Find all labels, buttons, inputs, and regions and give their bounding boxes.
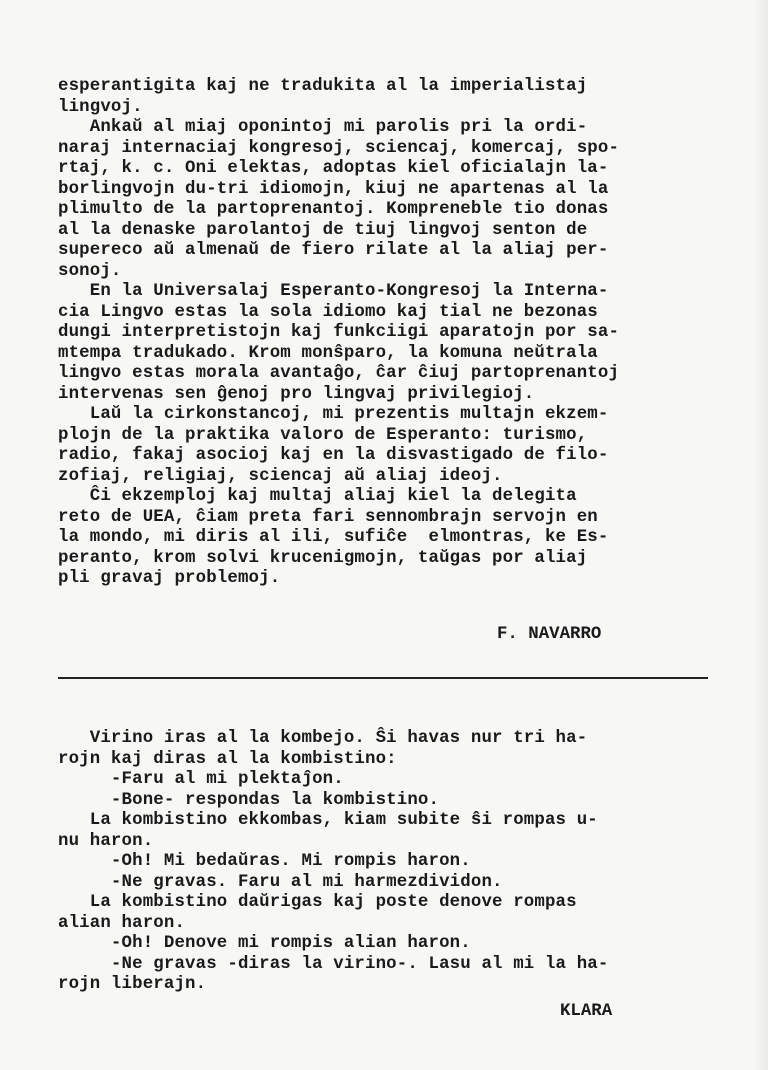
text-line: sonoj. xyxy=(58,261,122,281)
text-line: la mondo, mi diris al ili, sufiĉe elmontras, ke Es- xyxy=(58,528,609,547)
text-line: Ĉi ekzemploj kaj multaj aliaj kiel la delegita xyxy=(58,487,577,506)
text-line: Ankaŭ al miaj oponintoj mi parolis pri la ordi- xyxy=(58,118,588,137)
text-line: dungi interpretistojn kaj funkciigi aparatojn por sa- xyxy=(58,323,620,342)
text-line: lingvoj. xyxy=(58,97,143,117)
text-line: -Faru al mi plektaĵon. xyxy=(58,770,344,789)
text-line: intervenas sen ĝenoj pro lingvaj privilegioj. xyxy=(58,384,535,404)
text-line: La kombistino daŭrigas kaj poste denove rompas xyxy=(58,893,577,912)
text-line: reto de UEA, ĉiam preta fari sennombrajn servojn en xyxy=(58,507,598,527)
text-line: borlingvojn du-tri idiomojn, kiuj ne apartenas al la xyxy=(58,179,609,199)
text-line: zofiaj, religiaj, sciencaj aŭ aliaj ideoj. xyxy=(58,466,503,486)
text-line: Virino iras al la kombejo. Ŝi havas nur tri ha- xyxy=(58,729,588,748)
text-line: rojn liberajn. xyxy=(58,975,207,994)
text-line: -Ne gravas -diras la virino-. Lasu al mi la ha- xyxy=(58,954,609,974)
text-line: peranto, krom solvi krucenigmojn, taŭgas por aliaj xyxy=(58,548,588,568)
text-line: pli gravaj problemoj. xyxy=(58,569,281,588)
scan-shadow xyxy=(754,0,768,1070)
text-line: alian haron. xyxy=(58,913,186,933)
text-line: -Bone- respondas la kombistino. xyxy=(58,790,440,810)
text-line: Laŭ la cirkonstancoj, mi prezentis multajn ekzem- xyxy=(58,405,609,424)
text-line: rtaj, k. c. Oni elektas, adoptas kiel oficialajn la- xyxy=(58,159,609,178)
text-line: -Oh! Denove mi rompis alian haron. xyxy=(58,934,471,953)
text-line: plimulto de la partoprenantoj. Kompreneble tio donas xyxy=(58,200,609,219)
story-body xyxy=(58,729,748,996)
text-line: naraj internaciaj kongresoj, sciencaj, komercaj, spo- xyxy=(58,138,620,158)
story-signature: KLARA xyxy=(560,1002,613,1021)
text-line: mtempa tradukado. Krom monŝparo, la komuna neŭtrala xyxy=(58,343,598,363)
text-line: lingvo estas morala avantaĝo, ĉar ĉiuj partoprenantoj xyxy=(58,364,620,383)
text-line: esperantigita kaj ne tradukita al la imperialistaj xyxy=(58,77,588,96)
text-line: al la denaske parolantoj de tiuj lingvoj senton de xyxy=(58,220,588,240)
section-divider xyxy=(58,677,708,679)
text-line: radio, fakaj asocioj kaj en la disvastigado de filo- xyxy=(58,446,609,465)
text-line: supereco aŭ almenaŭ de fiero rilate al la aliaj per- xyxy=(58,241,609,260)
text-line: cia Lingvo estas la sola idiomo kaj tial ne bezonas xyxy=(58,302,598,322)
text-line: plojn de la praktika valoro de Esperanto: turismo, xyxy=(58,425,588,445)
text-line: La kombistino ekkombas, kiam subite ŝi rompas u- xyxy=(58,811,598,830)
text-line: -Oh! Mi bedaŭras. Mi rompis haron. xyxy=(58,852,471,871)
article-signature: F. NAVARRO xyxy=(497,625,602,644)
text-line: nu haron. xyxy=(58,831,154,851)
text-line: rojn kaj diras al la kombistino: xyxy=(58,749,397,769)
text-line: -Ne gravas. Faru al mi harmezdividon. xyxy=(58,872,503,892)
text-line: En la Universalaj Esperanto-Kongresoj la Interna- xyxy=(58,282,609,301)
article-body xyxy=(58,77,748,590)
